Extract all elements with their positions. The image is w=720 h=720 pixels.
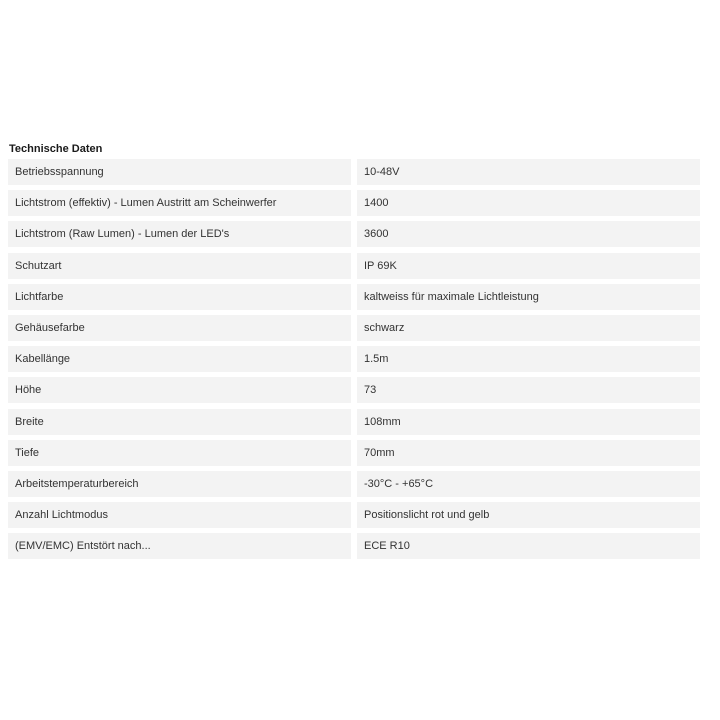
spec-label: Lichtfarbe — [8, 284, 351, 310]
spec-label: Betriebsspannung — [8, 159, 351, 185]
spec-row — [8, 221, 700, 247]
spec-row — [8, 284, 700, 310]
spec-label: Breite — [8, 409, 351, 435]
spec-label: Lichtstrom (effektiv) - Lumen Austritt am Scheinwerfer — [8, 190, 351, 216]
spec-row — [8, 346, 700, 372]
spec-label: Anzahl Lichtmodus — [8, 502, 351, 528]
spec-row — [8, 533, 700, 559]
spec-value: -30°C - +65°C — [357, 471, 700, 497]
spec-row — [8, 409, 700, 435]
spec-label: Gehäusefarbe — [8, 315, 351, 341]
spec-value: IP 69K — [357, 253, 700, 279]
spec-value: 108mm — [357, 409, 700, 435]
technical-data-section — [8, 141, 700, 564]
spec-row — [8, 377, 700, 403]
spec-value: 73 — [357, 377, 700, 403]
spec-value: Positionslicht rot und gelb — [357, 502, 700, 528]
spec-value: kaltweiss für maximale Lichtleistung — [357, 284, 700, 310]
spec-row — [8, 159, 700, 185]
spec-row — [8, 440, 700, 466]
spec-label: Lichtstrom (Raw Lumen) - Lumen der LED's — [8, 221, 351, 247]
spec-label: Höhe — [8, 377, 351, 403]
section-title: Technische Daten — [9, 143, 103, 155]
spec-label: Arbeitstemperaturbereich — [8, 471, 351, 497]
spec-value: 10-48V — [357, 159, 700, 185]
spec-row — [8, 502, 700, 528]
spec-value: 70mm — [357, 440, 700, 466]
spec-value: schwarz — [357, 315, 700, 341]
spec-value: 3600 — [357, 221, 700, 247]
spec-row — [8, 471, 700, 497]
spec-label: (EMV/EMC) Entstört nach... — [8, 533, 351, 559]
spec-value: 1400 — [357, 190, 700, 216]
spec-label: Kabellänge — [8, 346, 351, 372]
spec-table — [8, 159, 700, 559]
spec-value: ECE R10 — [357, 533, 700, 559]
spec-label: Tiefe — [8, 440, 351, 466]
spec-label: Schutzart — [8, 253, 351, 279]
spec-value: 1.5m — [357, 346, 700, 372]
spec-row — [8, 190, 700, 216]
spec-row — [8, 253, 700, 279]
spec-row — [8, 315, 700, 341]
